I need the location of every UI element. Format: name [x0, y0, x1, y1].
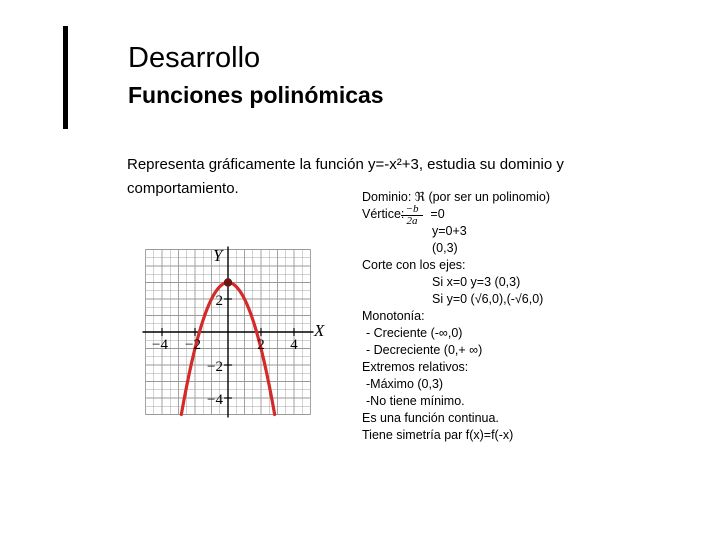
x-tick-label: 2 — [257, 337, 265, 353]
maximo-line: -Máximo (0,3) — [366, 377, 444, 391]
x-tick-label: 4 — [290, 337, 298, 353]
analysis-notes — [362, 189, 550, 444]
simetria-line: Tiene simetría par f(x)=f(-x) — [362, 428, 514, 442]
y-axis-label: Y — [213, 246, 223, 265]
fraction-numerator: −b — [401, 204, 423, 216]
graph-axes — [143, 247, 314, 418]
accent-bar — [63, 26, 68, 129]
vertice-value: =0 — [430, 207, 445, 221]
minimo-line: -No tiene mínimo. — [366, 394, 465, 408]
dominio-line: Dominio: ℜ (por ser un polinomio) — [362, 190, 551, 204]
continua-line: Es una función continua. — [362, 411, 499, 425]
function-graph — [122, 243, 337, 425]
corte-x0-line: Si x=0 y=3 (0,3) — [432, 275, 521, 289]
page-subtitle: Funciones polinómicas — [128, 82, 384, 108]
vertice-point-line: (0,3) — [432, 241, 458, 255]
vertex-point — [224, 278, 232, 286]
monotonia-label: Monotonía: — [362, 309, 425, 323]
problem-statement: Representa gráficamente la función y=-x²+3, estudia su dominio y comportamiento. — [127, 156, 564, 197]
fraction-denominator: 2a — [406, 215, 418, 227]
decreciente-line: - Decreciente (0,+ ∞) — [366, 343, 483, 357]
x-tick-label: −4 — [152, 337, 168, 353]
creciente-line: - Creciente (-∞,0) — [366, 326, 463, 340]
x-tick-label: −2 — [185, 337, 201, 353]
vertice-line — [362, 206, 550, 223]
page-title: Desarrollo — [128, 42, 261, 74]
y-tick-label: −2 — [207, 359, 223, 375]
vertice-label: Vértice: — [362, 207, 405, 221]
vertice-y-line: y=0+3 — [432, 224, 467, 238]
y-tick-label: −4 — [207, 392, 223, 408]
vertex-formula-fraction — [401, 204, 423, 227]
y-tick-label: 2 — [215, 293, 223, 309]
x-axis-label: X — [314, 321, 325, 340]
corte-label: Corte con los ejes: — [362, 258, 466, 272]
corte-y0-line: Si y=0 (√6,0),(-√6,0) — [432, 292, 544, 306]
extremos-label: Extremos relativos: — [362, 360, 469, 374]
